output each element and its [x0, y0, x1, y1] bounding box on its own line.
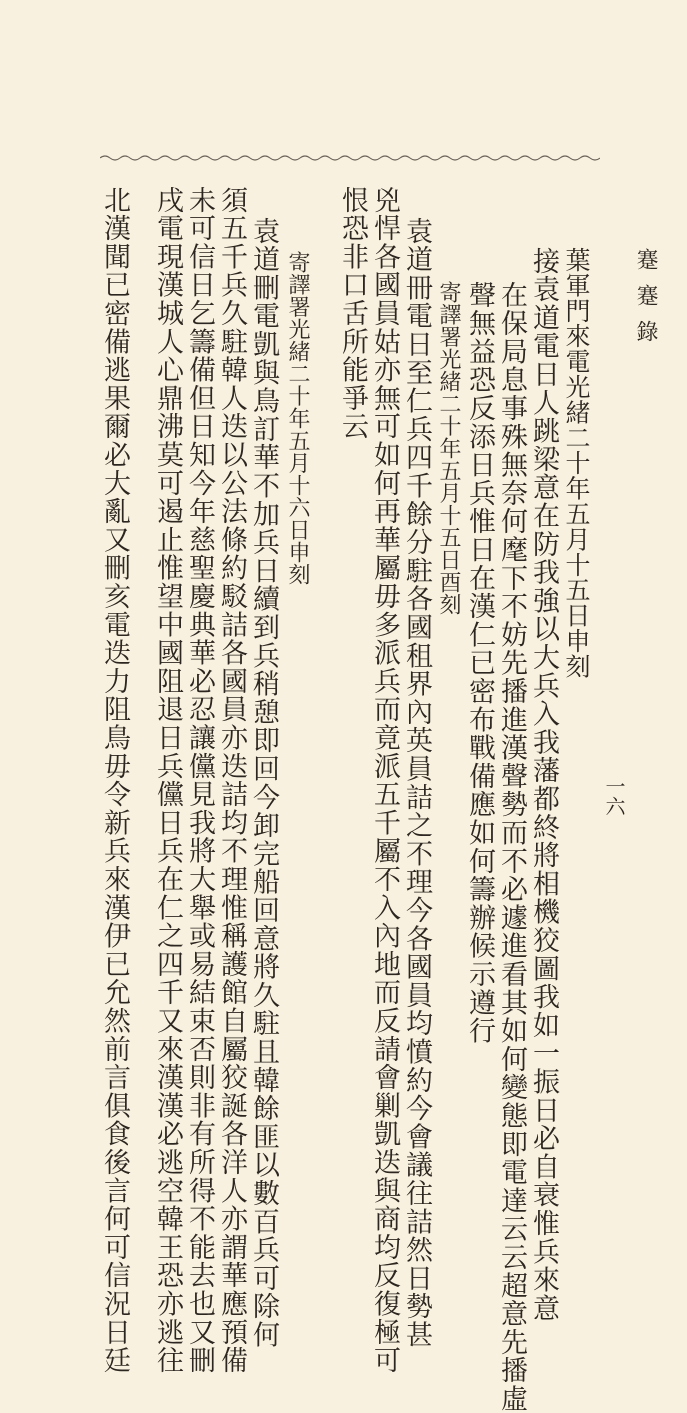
header-divider [100, 150, 600, 166]
text-column-3: 在保局息事殊無奈何麾下不妨先播進漢聲勢而不必遽進看其如何變態即電達云云超意先播虛 [496, 281, 527, 1413]
text-column-10: 袁道刪電凱與鳥訂華不加兵日續到兵稍憩即回今卸完船回意將久駐且韓餘匪以數百兵可除何 [248, 217, 279, 1349]
text-column-14: 北漢聞已密備逃果爾必大亂又刪亥電迭力阻鳥毋令新兵來漢伊已允然前言俱食後言何可信況日廷 [99, 186, 130, 1375]
text-column-12: 未可信日乞籌備但日知今年慈聖慶典華必忍讓儻見我將大舉或易結束否則非有所得不能去也又刪 [184, 186, 215, 1375]
text-column-8: 恨恐非口舌所能爭云 [337, 186, 368, 441]
text-column-6: 袁道冊電日至仁兵四千餘分駐各國租界內英員詰之不理今各國員均憤約今會議往詰然日勢甚 [401, 217, 432, 1349]
text-column-13: 戌電現漢城人心鼎沸莫可遏止惟望中國阻退日兵儻日兵在仁之四千又來漢漢必逃空韓王恐亦逃往 [152, 186, 183, 1375]
text-column-9: 寄譯署光緒二十年五月十六日申刻 [285, 251, 310, 586]
text-column-11: 須五千兵久駐韓人迭以公法條約駁詰各國員亦迭詰均不理惟稱護館自屬狡誕各洋人亦謂華應預備 [216, 186, 247, 1375]
text-column-2: 接袁道電日人跳梁意在防我強以大兵入我藩都終將相機狡圖我如一振日必自衰惟兵來意 [528, 247, 559, 1323]
page-number: 一六 [602, 776, 626, 816]
text-column-7: 兇悍各國員姑亦無可如何再華屬毋多派兵而竟派五千屬不入內地而反請會剿凱迭與商均反復極可 [369, 186, 400, 1375]
text-column-5: 寄譯署光緒二十年五月十五日酉刻 [436, 281, 461, 616]
text-column-1: 葉軍門來電光緒二十年五月十五日申刻 [562, 247, 591, 679]
text-column-4: 聲無益恐反添日兵惟日在漢仁已密布戰備應如何籌辦候示遵行 [464, 281, 495, 1046]
book-title: 蹇蹇錄 [633, 248, 658, 356]
